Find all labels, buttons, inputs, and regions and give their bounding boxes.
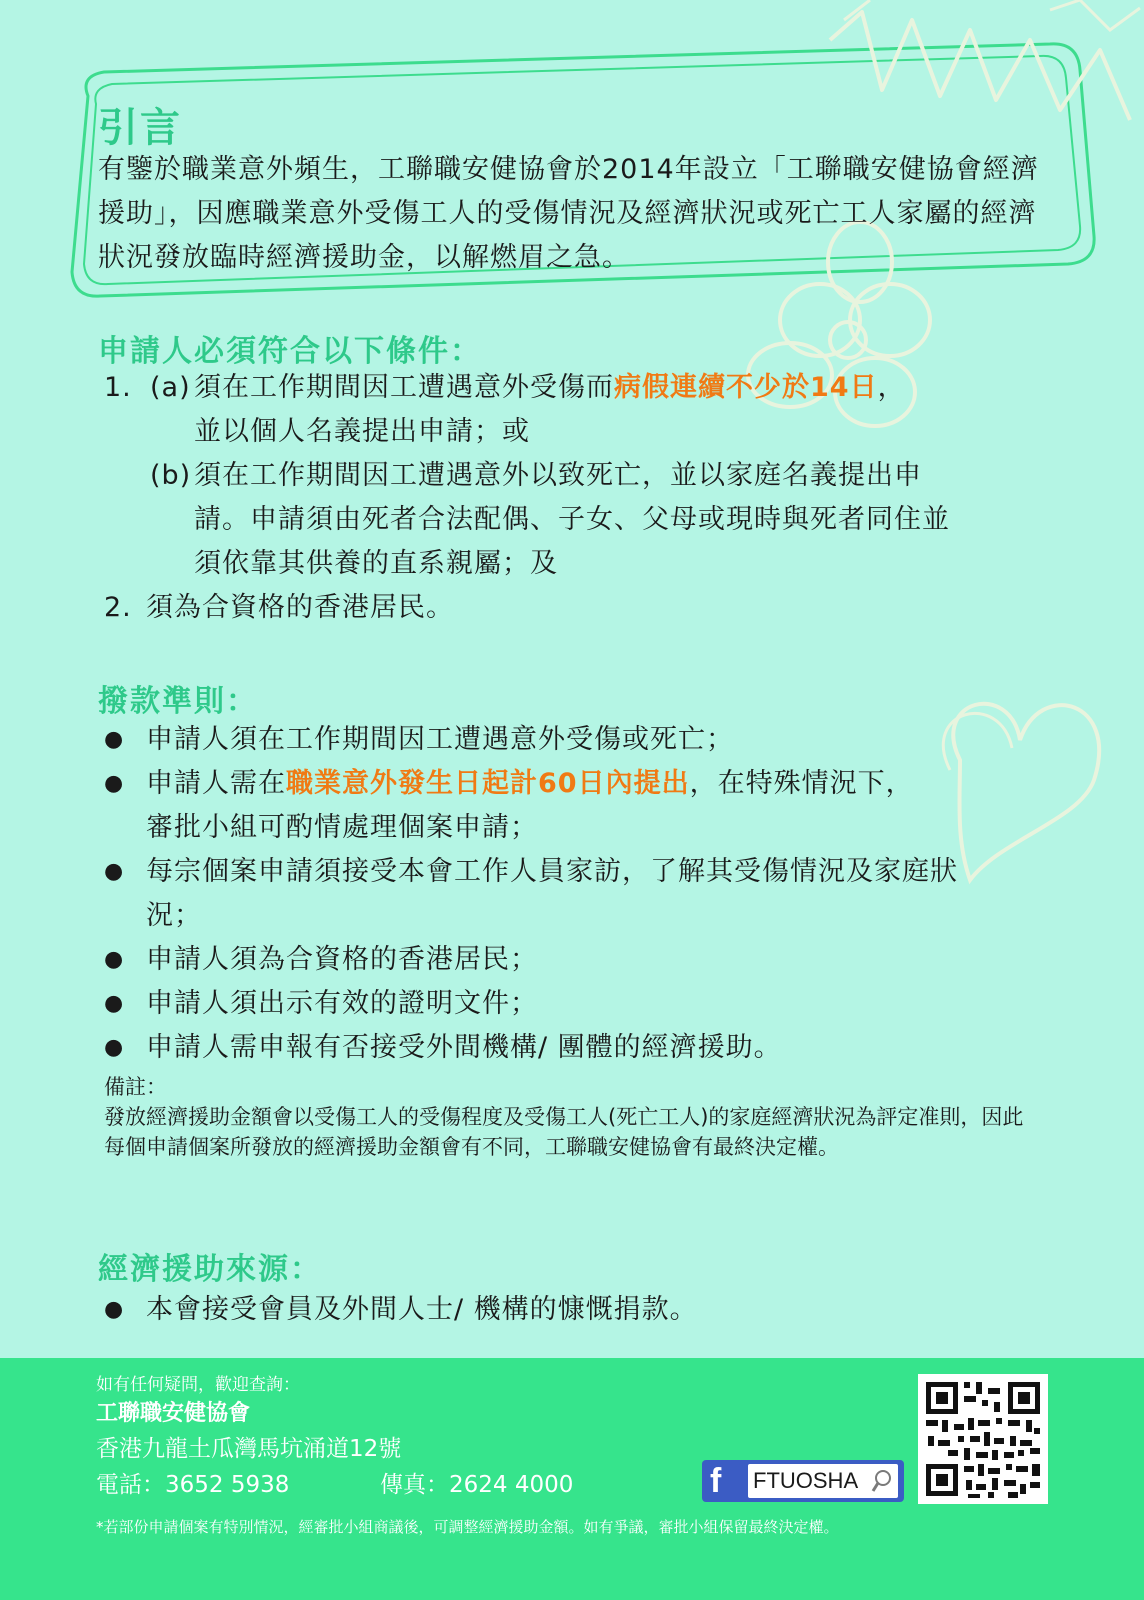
bullet-icon: ● (104, 1035, 124, 1060)
zigzag-doodle-2 (844, 0, 1140, 30)
criteria-item-1: 申請人須在工作期間因工遭遇意外受傷或死亡； (146, 724, 734, 755)
eligibility-item-a-marker: (a) (150, 372, 191, 403)
eligibility-item-a-line2: 並以個人名義提出申請；或 (194, 416, 530, 447)
source-title: 經濟援助來源： (98, 1252, 322, 1287)
eligibility-item-b-marker: (b) (150, 460, 192, 491)
eligibility-item-a-comma: ， (877, 372, 906, 403)
criteria-title: 撥款準則： (98, 684, 258, 719)
search-icon (870, 1468, 894, 1494)
criteria-item-3-line1: 每宗個案申請須接受本會工作人員家訪，了解其受傷情況及家庭狀 (146, 856, 958, 887)
qr-code-icon (918, 1374, 1048, 1504)
fax-text: 傳真：2624 4000 (380, 1472, 574, 1498)
intro-title: 引言 (98, 105, 182, 151)
facebook-icon: f (710, 1462, 722, 1500)
criteria-item-2-line2: 審批小組可酌情處理個案申請； (146, 812, 538, 843)
eligibility-item-2-number: 2. (104, 592, 132, 623)
criteria-item-2-text: 申請人需在 (146, 768, 286, 799)
qr-code (918, 1374, 1048, 1504)
eligibility-item-b-line3: 須依靠其供養的直系親屬；及 (194, 548, 558, 579)
zigzag-doodle (830, 12, 1130, 120)
phone-text: 電話：3652 5938 (96, 1472, 290, 1498)
heart-doodle (953, 704, 1099, 880)
eligibility-item-2-text: 須為合資格的香港居民。 (146, 592, 454, 623)
deadline-highlight: 職業意外發生日起計60日內提出 (286, 768, 690, 799)
eligibility-item-b-line1: 須在工作期間因工遭遇意外以致死亡，並以家庭名義提出申 (194, 460, 922, 491)
eligibility-title: 申請人必須符合以下條件： (98, 334, 482, 369)
facebook-search-badge[interactable] (702, 1460, 904, 1502)
eligibility-item-a-line1 (194, 366, 906, 410)
disclaimer-text: *若部份申請個案有特別情況，經審批小組商議後，可調整經濟援助金額。如有爭議，審批小組保留最終決定權。 (96, 1518, 839, 1536)
bullet-icon: ● (104, 727, 124, 752)
eligibility-item-1-number: 1. (104, 372, 132, 403)
criteria-item-4: 申請人須為合資格的香港居民； (146, 944, 538, 975)
intro-paragraph: 有鑒於職業意外頻生，工聯職安健協會於2014年設立「工聯職安健協會經濟援助」，因應職業意外受傷工人的受傷情況及經濟狀況或死亡工人家屬的經濟狀況發放臨時經濟援助金，以解燃眉之急。 (98, 154, 1039, 273)
bullet-icon: ● (104, 991, 124, 1016)
criteria-item-2-tail: ，在特殊情況下， (689, 768, 914, 799)
note-text: 發放經濟援助金額會以受傷工人的受傷程度及受傷工人(死亡工人)的家庭經濟狀況為評定准則，因此每個申請個案所發放的經濟援助金額會有不同，工聯職安健協會有最終決定權。 (104, 1105, 1024, 1159)
criteria-item-3-line2: 況； (146, 900, 202, 931)
criteria-item-6: 申請人需申報有否接受外間機構/ 團體的經濟援助。 (146, 1032, 782, 1063)
bullet-icon: ● (104, 771, 124, 796)
sick-leave-highlight: 病假連續不少於14日 (614, 372, 878, 403)
criteria-item-5: 申請人須出示有效的證明文件； (146, 988, 538, 1019)
organisation-name: 工聯職安健協會 (96, 1401, 251, 1426)
eligibility-item-a-text: 須在工作期間因工遭遇意外受傷而 (194, 372, 614, 403)
contact-footer (0, 1358, 1144, 1600)
eligibility-item-b-line2: 請。申請須由死者合法配偶、子女、父母或現時與死者同住並 (194, 504, 950, 535)
facebook-page-name: FTUOSHA (753, 1468, 859, 1493)
bullet-icon: ● (104, 947, 124, 972)
note-label: 備註： (104, 1075, 167, 1099)
source-item-1: 本會接受會員及外間人士/ 機構的慷慨捐款。 (146, 1294, 698, 1325)
criteria-item-2-line1 (146, 762, 914, 806)
enquiry-text: 如有任何疑問，歡迎查詢： (96, 1375, 300, 1395)
facebook-search-box[interactable] (748, 1464, 898, 1498)
bullet-icon: ● (104, 859, 124, 884)
address-text: 香港九龍土瓜灣馬坑涌道12號 (96, 1436, 402, 1462)
bullet-icon: ● (104, 1297, 124, 1322)
